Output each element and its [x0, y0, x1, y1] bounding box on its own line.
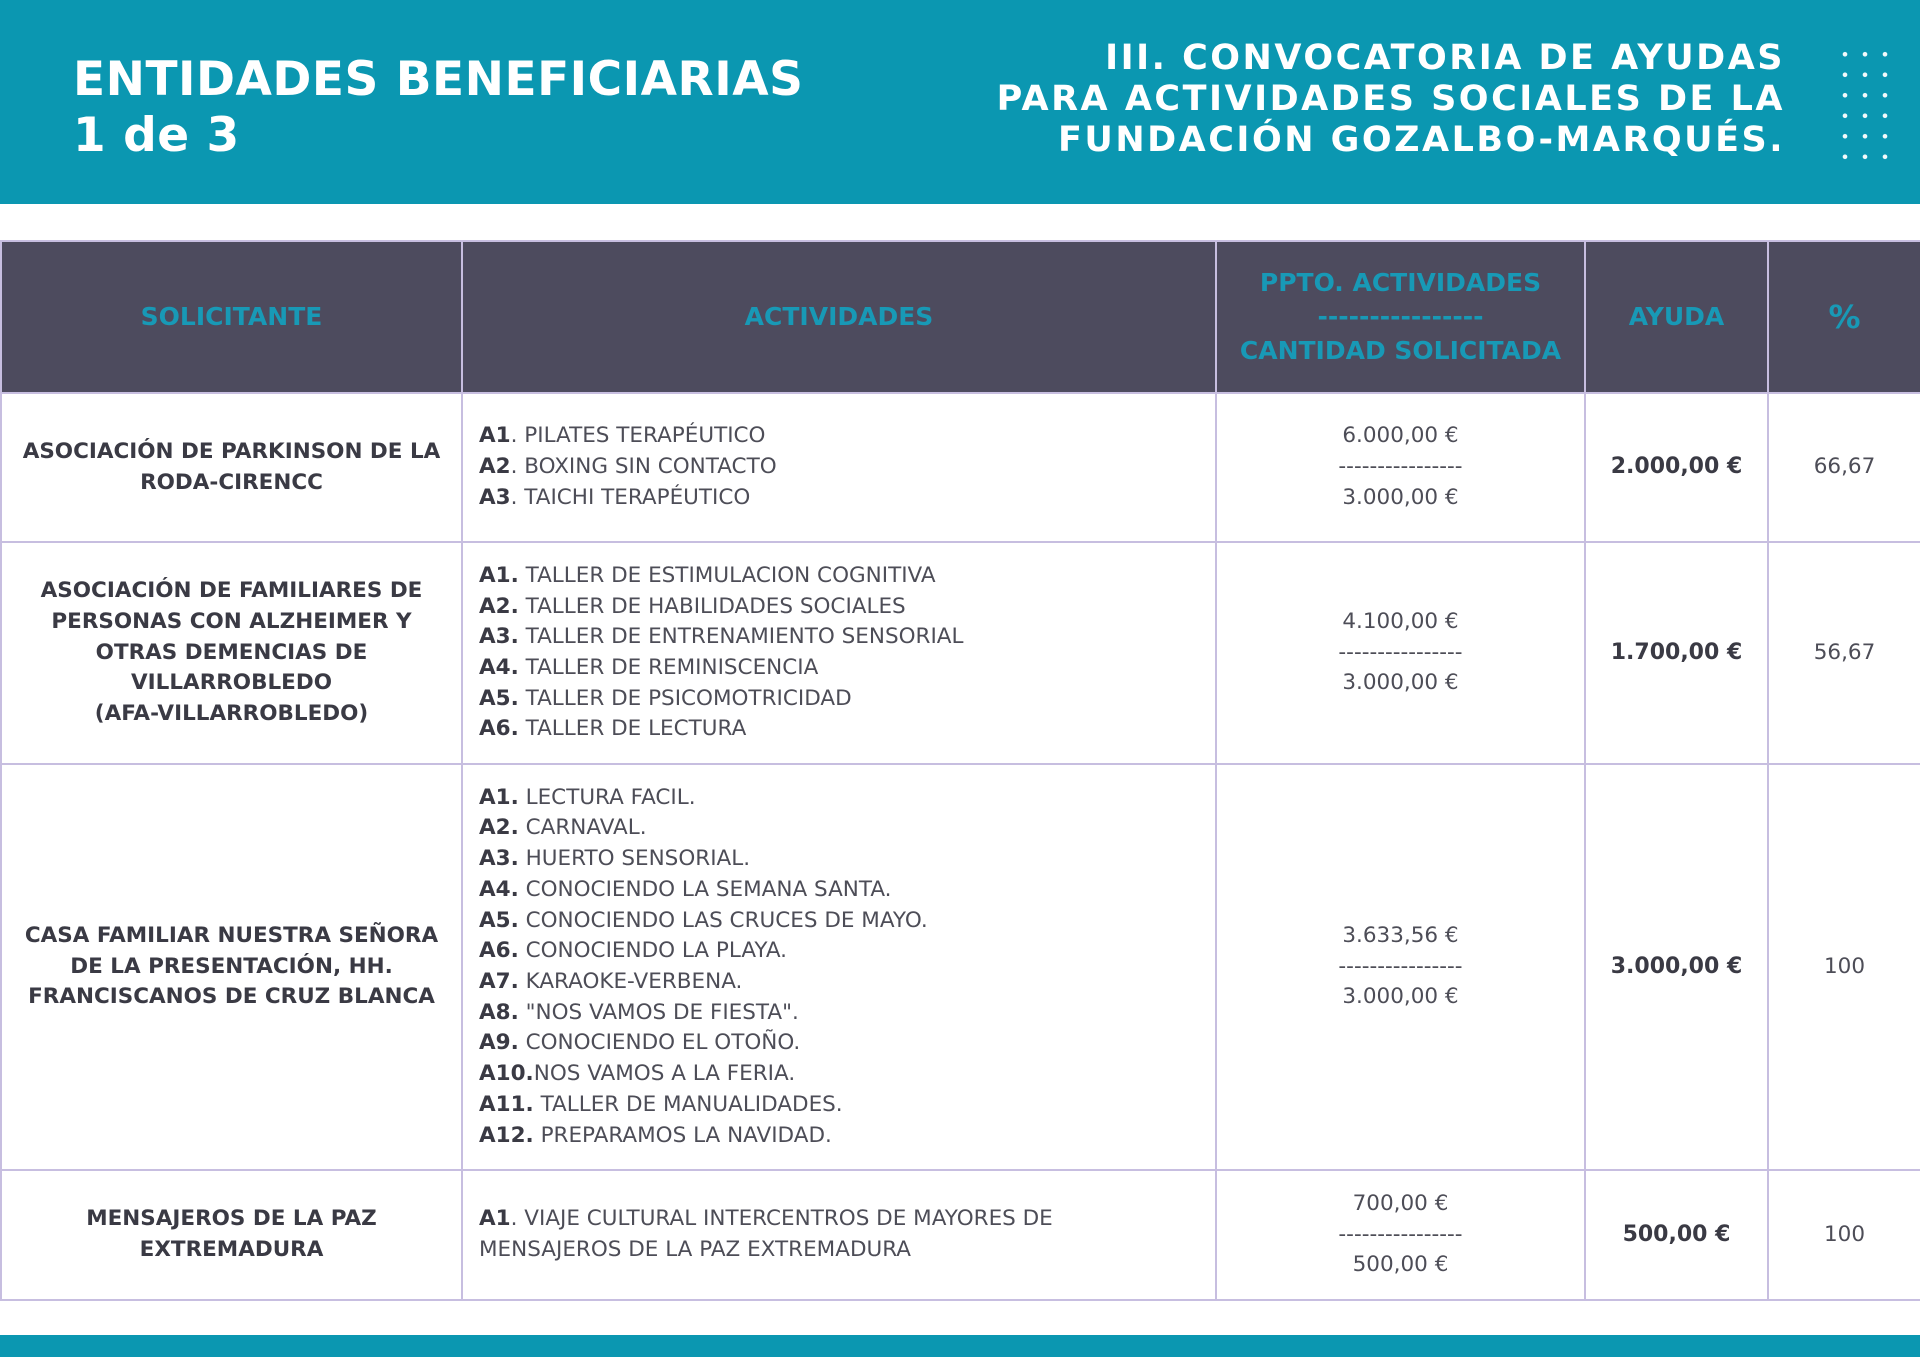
cell-presupuesto [1216, 1170, 1585, 1300]
activity-item [479, 452, 1199, 483]
activity-item [479, 483, 1199, 514]
solicitante-line: (AFA-VILLARROBLEDO) [94, 701, 369, 727]
activity-item [479, 906, 1199, 937]
activity-text: TALLER DE LECTURA [518, 716, 747, 742]
table-row [1, 1170, 1920, 1300]
activity-item [479, 653, 1199, 684]
cell-ayuda: 2.000,00 € [1585, 393, 1768, 542]
table-row [1, 393, 1920, 542]
beneficiaries-table [0, 240, 1920, 1301]
activity-item [479, 1059, 1199, 1090]
cell-actividades [462, 1170, 1216, 1300]
cell-presupuesto [1216, 542, 1585, 764]
ppto-separator: ---------------- [1338, 639, 1463, 665]
convocatoria-title-line: PARA ACTIVIDADES SOCIALES DE LA [996, 79, 1785, 119]
activity-item [479, 1235, 1199, 1266]
table-header-row [1, 241, 1920, 393]
activity-item [479, 813, 1199, 844]
activity-item [479, 1121, 1199, 1152]
activity-code: A6. [479, 716, 519, 742]
activity-text: CONOCIENDO LA SEMANA SANTA. [518, 876, 892, 902]
activity-text: "NOS VAMOS DE FIESTA". [518, 999, 799, 1025]
col-header-ppto-line: PPTO. ACTIVIDADES [1259, 268, 1542, 297]
activity-code: A10. [479, 1061, 534, 1087]
activity-item [479, 1028, 1199, 1059]
activity-code: A1 [479, 423, 511, 449]
activity-item [479, 1090, 1199, 1121]
activity-text: TALLER DE HABILIDADES SOCIALES [518, 593, 906, 619]
activity-code: A8. [479, 999, 519, 1025]
activity-item [479, 714, 1199, 745]
activity-item [479, 783, 1199, 814]
table-body [1, 393, 1920, 1300]
convocatoria-title [997, 38, 1785, 161]
col-header-solicitante: SOLICITANTE [1, 241, 462, 393]
activity-item [479, 684, 1199, 715]
header-banner [0, 0, 1920, 204]
cantidad-solicitada: 3.000,00 € [1342, 984, 1459, 1010]
solicitante-line: FRANCISCANOS DE CRUZ BLANCA [28, 984, 435, 1010]
activity-code: A5. [479, 685, 519, 711]
activity-item [479, 622, 1199, 653]
cell-ayuda: 500,00 € [1585, 1170, 1768, 1300]
activity-text: CONOCIENDO LAS CRUCES DE MAYO. [518, 907, 928, 933]
activity-code: A9. [479, 1030, 519, 1056]
solicitante-line: VILLARROBLEDO [131, 670, 332, 696]
cell-percent: 56,67 [1768, 542, 1920, 764]
activity-text: CARNAVAL. [518, 815, 647, 841]
page-number: 1 de 3 [73, 108, 240, 163]
activity-text: . PILATES TERAPÉUTICO [510, 423, 766, 449]
cell-solicitante [1, 393, 462, 542]
activity-item [479, 592, 1199, 623]
activity-code: A7. [479, 969, 519, 994]
solicitante-line: DE LA PRESENTACIÓN, HH. [70, 953, 393, 979]
activity-code: A12. [479, 1122, 534, 1148]
activity-text: KARAOKE-VERBENA. [518, 969, 743, 994]
cell-solicitante [1, 1170, 462, 1300]
col-header-actividades: ACTIVIDADES [462, 241, 1216, 393]
activity-text: TALLER DE REMINISCENCIA [518, 655, 819, 680]
col-header-ppto [1216, 241, 1585, 393]
activity-text: . VIAJE CULTURAL INTERCENTROS DE MAYORES DE [510, 1206, 1053, 1232]
solicitante-line: ASOCIACIÓN DE FAMILIARES DE [40, 578, 423, 604]
activity-text: HUERTO SENSORIAL. [518, 846, 751, 872]
ppto-separator: ---------------- [1338, 1221, 1463, 1247]
solicitante-line: MENSAJEROS DE LA PAZ [86, 1206, 377, 1232]
solicitante-line: CASA FAMILIAR NUESTRA SEÑORA [24, 922, 439, 948]
col-header-ppto-line: CANTIDAD SOLICITADA [1239, 336, 1562, 365]
col-header-ayuda: AYUDA [1585, 241, 1768, 393]
activity-code: A4. [479, 655, 519, 680]
activity-code: A5. [479, 907, 519, 933]
convocatoria-title-line: III. CONVOCATORIA DE AYUDAS [1105, 38, 1785, 78]
cell-actividades [462, 393, 1216, 542]
activity-text: TALLER DE ENTRENAMIENTO SENSORIAL [518, 624, 964, 650]
cell-solicitante [1, 764, 462, 1170]
ppto-separator: ---------------- [1338, 953, 1463, 979]
activity-item [479, 967, 1199, 998]
activity-text: TALLER DE PSICOMOTRICIDAD [518, 685, 852, 711]
solicitante-line: ASOCIACIÓN DE PARKINSON DE LA [22, 438, 441, 464]
col-header-ppto-separator: ---------------- [1317, 302, 1484, 331]
ppto-separator: ---------------- [1338, 454, 1463, 480]
activity-code: A4. [479, 876, 519, 902]
activity-text: TALLER DE MANUALIDADES. [533, 1091, 843, 1117]
activity-text: CONOCIENDO LA PLAYA. [518, 938, 788, 964]
activity-text: . BOXING SIN CONTACTO [510, 454, 777, 480]
page-title [73, 52, 803, 164]
activity-code: A2. [479, 815, 519, 841]
solicitante-line: OTRAS DEMENCIAS DE [95, 639, 368, 665]
activity-code: A1. [479, 562, 519, 588]
cell-percent: 66,67 [1768, 393, 1920, 542]
cell-actividades [462, 542, 1216, 764]
ppto-total: 4.100,00 € [1342, 608, 1459, 634]
activity-code: A3 [479, 484, 511, 510]
solicitante-line: EXTREMADURA [139, 1237, 324, 1262]
activity-text: CONOCIENDO EL OTOÑO. [518, 1030, 801, 1056]
activity-text: NOS VAMOS A LA FERIA. [533, 1061, 796, 1087]
cantidad-solicitada: 3.000,00 € [1342, 484, 1459, 510]
cell-solicitante [1, 542, 462, 764]
activity-code: A3. [479, 846, 519, 872]
cell-presupuesto [1216, 764, 1585, 1170]
convocatoria-title-line: FUNDACIÓN GOZALBO-MARQUÉS. [1057, 120, 1785, 160]
activity-code: A1. [479, 784, 519, 810]
cantidad-solicitada: 3.000,00 € [1342, 670, 1459, 696]
activity-text: PREPARAMOS LA NAVIDAD. [533, 1122, 832, 1148]
activity-text: . TAICHI TERAPÉUTICO [510, 484, 751, 510]
activity-text: LECTURA FACIL. [518, 784, 696, 810]
page-title-line: ENTIDADES BENEFICIARIAS [73, 52, 804, 107]
activity-code: A1 [479, 1206, 511, 1232]
dot-grid-decoration [1835, 44, 1889, 168]
activity-text: TALLER DE ESTIMULACION COGNITIVA [518, 562, 936, 588]
activity-code: A2. [479, 593, 519, 619]
cell-ayuda: 3.000,00 € [1585, 764, 1768, 1170]
ppto-total: 6.000,00 € [1342, 423, 1459, 449]
solicitante-line: RODA-CIRENCC [140, 469, 323, 495]
table-row [1, 542, 1920, 764]
cantidad-solicitada: 500,00 € [1352, 1252, 1449, 1278]
activity-item [479, 561, 1199, 592]
cell-actividades [462, 764, 1216, 1170]
cell-ayuda: 1.700,00 € [1585, 542, 1768, 764]
col-header-percent: % [1768, 241, 1920, 393]
cell-presupuesto [1216, 393, 1585, 542]
activity-code: A11. [479, 1091, 534, 1117]
activity-item [479, 875, 1199, 906]
table-row [1, 764, 1920, 1170]
ppto-total: 700,00 € [1352, 1190, 1449, 1216]
solicitante-line: PERSONAS CON ALZHEIMER Y [51, 608, 412, 634]
ppto-total: 3.633,56 € [1342, 922, 1459, 948]
activity-code: A3. [479, 624, 519, 650]
activity-item [479, 844, 1199, 875]
activity-item [479, 421, 1199, 452]
cell-percent: 100 [1768, 764, 1920, 1170]
activity-item [479, 1204, 1199, 1235]
footer-bar [0, 1335, 1920, 1357]
activity-code: A6. [479, 938, 519, 964]
activity-code: A2 [479, 454, 511, 480]
cell-percent: 100 [1768, 1170, 1920, 1300]
activity-item [479, 936, 1199, 967]
activity-text: MENSAJEROS DE LA PAZ EXTREMADURA [479, 1237, 912, 1262]
activity-item [479, 998, 1199, 1029]
